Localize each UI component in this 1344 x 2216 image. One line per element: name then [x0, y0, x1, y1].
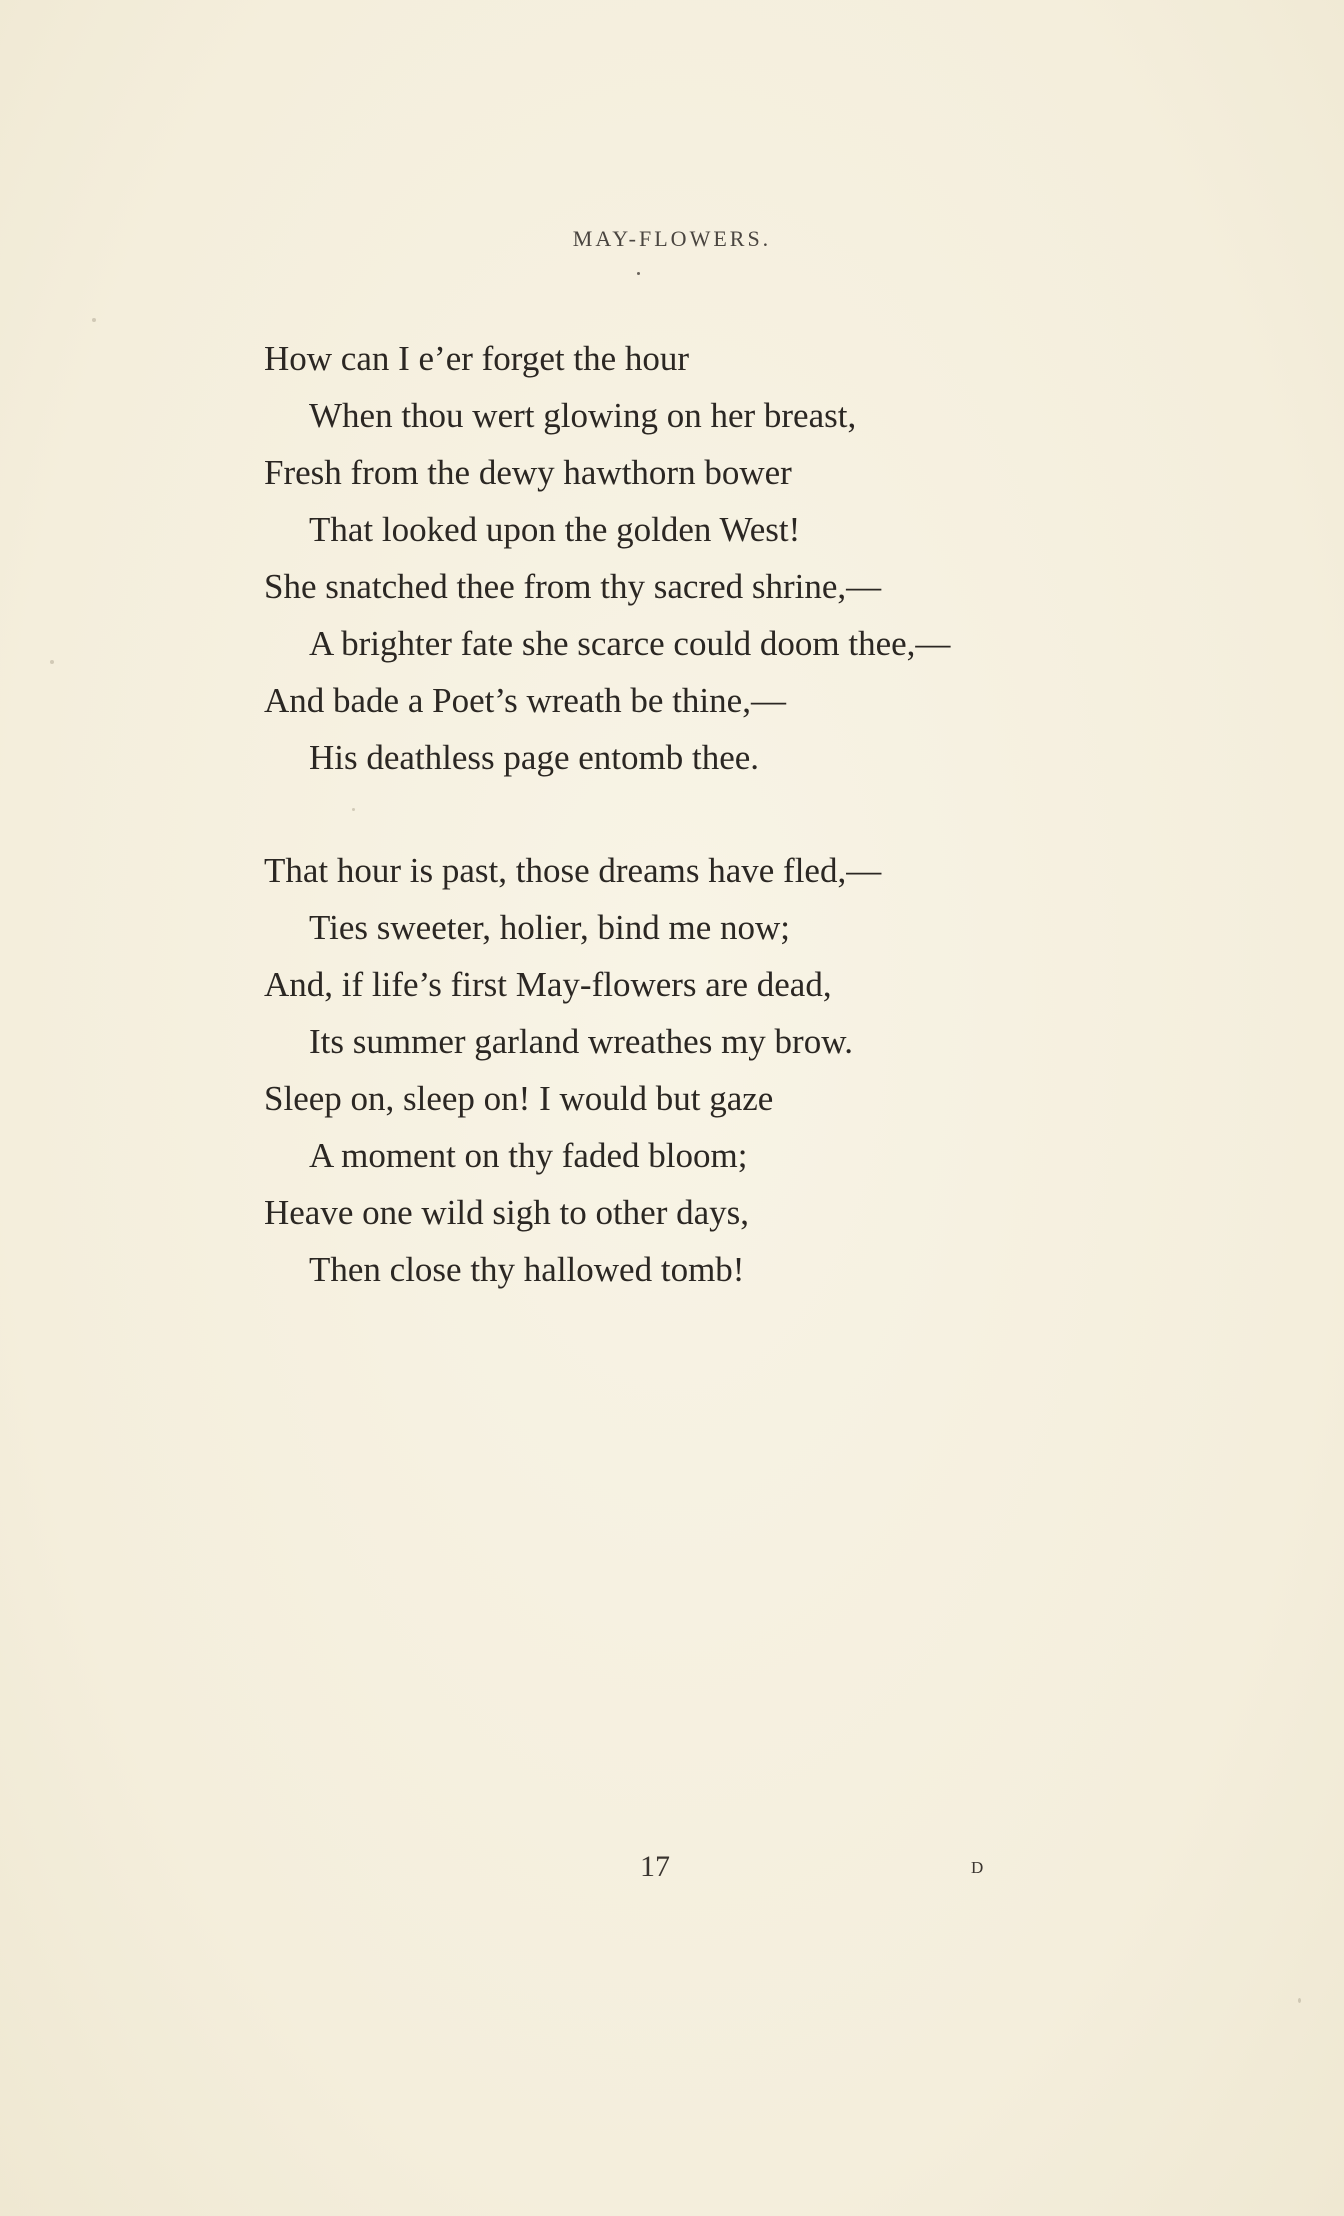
paper-speck	[1298, 1998, 1301, 2003]
page-number: 17	[640, 1850, 670, 1883]
poem-line: Then close thy hallowed tomb!	[309, 1250, 745, 1289]
poem	[264, 330, 1164, 1298]
ornament-dot	[637, 272, 640, 275]
poem-line: A moment on thy faded bloom;	[309, 1136, 748, 1175]
poem-line: Its summer garland wreathes my brow.	[309, 1022, 853, 1061]
poem-line: A brighter fate she scarce could doom thee,—	[309, 624, 951, 663]
stanza	[264, 842, 1164, 1298]
running-head: MAY-FLOWERS.	[572, 226, 772, 251]
paper-speck	[352, 808, 355, 811]
poem-line: That hour is past, those dreams have fled,—	[264, 851, 882, 890]
paper-speck	[92, 318, 96, 322]
poem-line: Ties sweeter, holier, bind me now;	[309, 908, 790, 947]
poem-line: And bade a Poet’s wreath be thine,—	[264, 681, 786, 720]
poem-line: And, if life’s first May-flowers are dead,	[264, 965, 832, 1004]
paper-speck	[50, 660, 54, 664]
poem-line: His deathless page entomb thee.	[309, 738, 760, 777]
poem-line: She snatched thee from thy sacred shrine,—	[264, 567, 882, 606]
poem-line: Heave one wild sigh to other days,	[264, 1193, 750, 1232]
poem-line: That looked upon the golden West!	[309, 510, 801, 549]
poem-line: Fresh from the dewy hawthorn bower	[264, 453, 792, 492]
poem-line: How can I e’er forget the hour	[264, 339, 690, 378]
poem-line: When thou wert glowing on her breast,	[309, 396, 857, 435]
stanza	[264, 330, 1164, 786]
signature-mark: D	[971, 1858, 984, 1877]
poem-line: Sleep on, sleep on! I would but gaze	[264, 1079, 774, 1118]
